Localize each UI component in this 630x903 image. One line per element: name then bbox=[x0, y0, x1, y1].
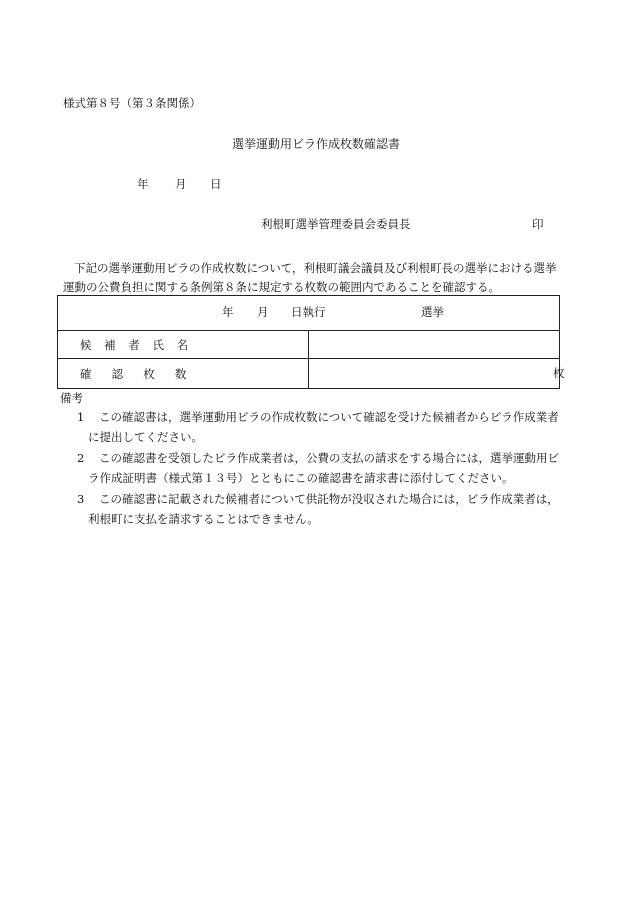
date-day-label: 日 bbox=[210, 177, 222, 191]
issuer-name: 利根町選挙管理委員会委員長 bbox=[261, 217, 411, 231]
form-number-label: 様式第８号（第３条関係） bbox=[63, 96, 201, 110]
note-text-continued: 利根町に支払を請求することはできません。 bbox=[88, 512, 319, 526]
document-title: 選挙運動用ビラ作成枚数確認書 bbox=[232, 137, 401, 151]
note-number: 2 bbox=[77, 451, 85, 465]
election-month-label: 月 bbox=[257, 305, 269, 319]
confirmation-table bbox=[57, 295, 565, 389]
candidate-row bbox=[58, 331, 560, 359]
election-cell bbox=[58, 296, 560, 331]
note-item bbox=[77, 407, 564, 447]
election-row bbox=[58, 296, 560, 331]
note-item bbox=[77, 489, 564, 529]
count-unit-label: 枚 bbox=[553, 366, 565, 380]
candidate-name-label-cell bbox=[58, 331, 309, 359]
note-number: 1 bbox=[77, 410, 85, 424]
election-kind-label: 選挙 bbox=[421, 305, 444, 319]
candidate-name-field[interactable] bbox=[309, 331, 560, 359]
candidate-name-label: 候補者氏名 bbox=[80, 337, 201, 352]
note-text: この確認書を受領したビラ作成業者は，公費の支払の請求をする場合には，選挙運動用ビ bbox=[99, 451, 559, 465]
note-text-continued: ラ作成証明書（様式第１３号）とともにこの確認書を請求書に添付してください。 bbox=[88, 471, 514, 485]
seal-mark: 印 bbox=[532, 217, 544, 231]
confirmed-count-field[interactable] bbox=[309, 359, 565, 389]
election-year-label: 年 bbox=[222, 305, 234, 319]
confirmed-count-label: 確認枚数 bbox=[80, 366, 207, 381]
election-execution-day-label: 日執行 bbox=[291, 305, 326, 319]
note-text: この確認書に記載された候補者について供託物が没収された場合には，ビラ作成業者は， bbox=[99, 492, 559, 506]
notes-heading: 備考 bbox=[60, 391, 83, 405]
date-year-label: 年 bbox=[137, 177, 149, 191]
note-number: 3 bbox=[77, 492, 85, 506]
body-paragraph: 下記の選挙運動用ビラの作成枚数について，利根町議会議員及び利根町長の選挙における選挙運動の公費負担に関する条例第８条に規定する枚数の範囲内であることを確認する。 bbox=[63, 261, 557, 294]
confirmed-count-label-cell bbox=[58, 359, 309, 389]
note-text-continued: に提出してください。 bbox=[88, 430, 203, 444]
note-item bbox=[77, 448, 564, 488]
note-text: この確認書は，選挙運動用ビラの作成枚数について確認を受けた候補者からビラ作成業者 bbox=[99, 410, 559, 424]
count-row bbox=[58, 359, 560, 389]
date-month-label: 月 bbox=[175, 177, 187, 191]
